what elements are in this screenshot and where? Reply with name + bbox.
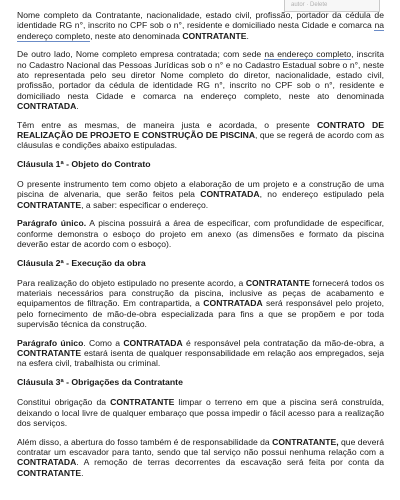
paragraph-execution: Para realização do objeto estipulado no presente acordo, a CONTRATANTE fornecerá todos os materiais necessários para construção da piscina, inclusive as peças de acabamento e equipamentos de filtração. Em contrapartida, a CONTRATADA será responsável pelo projeto, pelo fornecimento de mão-de-obra especializada para fins a que se propõem e por toda supervisão técnica da construção. [17,277,384,330]
paragraph-contract-intro: Têm entre as mesmas, de maneira justa e acordada, o presente CONTRATO DE REALIZAÇÃO DE PROJETO E CONSTRUÇÃO DE PISCINA, que se regerá de acordo com as cláusulas e condições abaixo estipuladas. [17,119,384,151]
paragraph-object: O presente instrumento tem como objeto a elaboração de um projeto e a construção de uma piscina de alvenaria, que serão feitos pela CONTRATADA, no endereço estipulado pela CONTRATANTE, a saber: especificar o endereço. [17,179,384,210]
clause-1-heading: Cláusula 1ª - Objeto do Contrato [17,159,151,170]
paragraph-object-sole: Parágrafo único. A piscina possuirá a área de especificar, com profundidade de especificar, conforme demonstra o esboço do projeto em anexo (as dimensões e formato da piscina deverão estar de acordo com o esboço). [17,218,385,250]
clause-3-heading: Cláusula 3ª - Obrigações da Contratante [17,377,183,388]
paragraph-contratante-qualification: Nome completo da Contratante, nacionalidade, estado civil, profissão, portador da cédula de identidade RG n°, inscrito no CPF sob o n°, residente e domiciliado nesta Cidade e comarca na endereço completo, neste ato denominada CONTRATANTE. [17,10,384,41]
paragraph-excavation: Além disso, a abertura do fosso também é de responsabilidade da CONTRATANTE, que deverá contratar um escavador para tanto, sendo que tal serviço não possui nenhuma relação com a CONTRATADA. A remoção de terras decorrentes da escavação será feita por conta da CONTRATANTE. [17,436,385,478]
paragraph-obligations: Constitui obrigação da CONTRATANTE limpar o terreno em que a piscina será construída, deixando o local livre de qualquer embaraço que possa impedir o fácil acesso para a realização dos serviços. [17,397,385,428]
clause-2-heading: Cláusula 2ª - Execução da obra [17,257,146,268]
comment-delete-chip[interactable]: autor · Delete [284,0,380,12]
contract-document [17,10,384,486]
paragraph-contratada-qualification: De outro lado, Nome completo empresa contratada; com sede na endereço completo, inscrita no Cadastro Nacional das Pessoas Jurídicas sob o n° e no Cadastro Estadual sobre o n°, neste ato representada pelo seu diretor Nome completo do diretor, nacionalidade, estado civil, profissão, portador da cédula de identidade RG n°, inscrito no CPF sob o n°, residente e domiciliado nesta Cidade e comarca na endereço completo, neste ato denominada CONTRATADA. [17,49,384,111]
address-highlight[interactable]: na endereço completo [17,20,384,41]
paragraph-execution-sole: Parágrafo único. Como a CONTRATADA é responsável pela contratação da mão-de-obra, a CONTRATANTE estará isenta de qualquer responsabilidade em relação aos empregados, seja na esfera civil, trabalhista ou criminal. [17,337,384,369]
address-highlight[interactable]: na endereço completo [264,49,352,60]
